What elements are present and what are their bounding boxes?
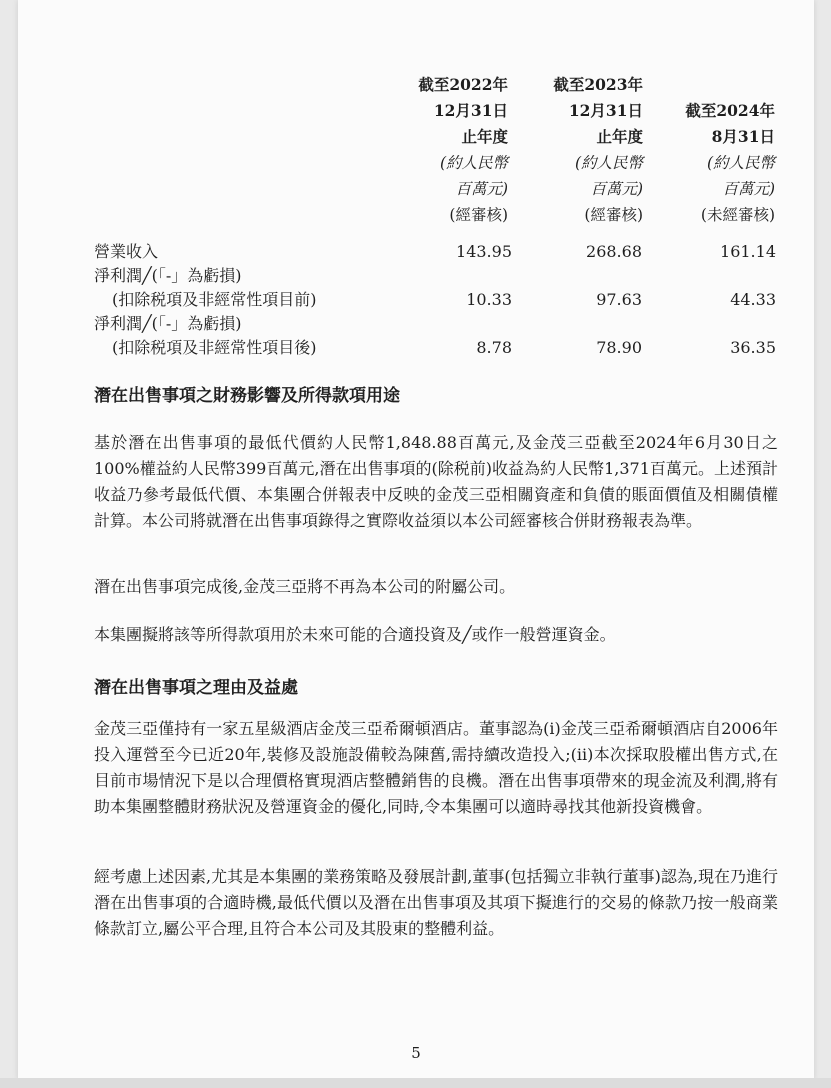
document-page [18, 0, 814, 1080]
cell-value: 78.90 [596, 338, 642, 357]
column-header-2022 [388, 72, 508, 228]
paragraph: 基於潛在出售事項的最低代價約人民幣1,848.88百萬元,及金茂三亞截至2024年6月30日之100%權益約人民幣399百萬元,潛在出售事項的(除税前)收益為約人民幣1,371百萬元。上述預計收益乃參考最低代價、本集團合併報表中反映的金茂三亞相關資產和負債的賬面價值及相關債權計算。本公司將就潛在出售事項錄得之實際收益須以本公司經審核合併財務報表為準。 [94, 433, 778, 530]
col-header-line: (約人民幣 [439, 154, 508, 172]
col-header-line: 止年度 [461, 127, 508, 146]
section-heading-financial-impact: 潛在出售事項之財務影響及所得款項用途 [94, 386, 400, 406]
col-header-line: 截至2022年 [418, 75, 508, 94]
col-header-line: 12月31日 [568, 101, 643, 120]
table-row [94, 264, 776, 288]
table-row [94, 336, 776, 360]
row-label: 淨利潤╱(「-」為虧損) [94, 266, 242, 285]
paragraph: 潛在出售事項完成後,金茂三亞將不再為本公司的附屬公司。 [94, 577, 516, 596]
col-header-line: 百萬元) [722, 180, 775, 198]
page-number: 5 [411, 1044, 421, 1062]
cell-value: 268.68 [586, 242, 642, 261]
cell-value: 8.78 [476, 338, 512, 357]
table-row [94, 240, 776, 264]
col-header-line: (經審核) [584, 206, 643, 224]
row-label: 營業收入 [94, 242, 159, 261]
col-header-line: (約人民幣 [706, 154, 775, 172]
row-sublabel: (扣除税項及非經常性項目後) [112, 338, 317, 357]
cell-value: 10.33 [466, 290, 512, 309]
table-row [94, 312, 776, 336]
col-header-line: 12月31日 [433, 101, 508, 120]
col-header-line: (經審核) [449, 206, 508, 224]
column-header-2023 [523, 72, 643, 228]
col-header-line: 百萬元) [455, 180, 508, 198]
cell-value: 36.35 [730, 338, 776, 357]
col-header-line: (未經審核) [700, 206, 775, 224]
cell-value: 97.63 [596, 290, 642, 309]
financial-table [94, 240, 776, 360]
col-header-line: (約人民幣 [574, 154, 643, 172]
table-row [94, 288, 776, 312]
cell-value: 143.95 [456, 242, 512, 261]
section-heading-reasons-benefits: 潛在出售事項之理由及益處 [94, 678, 298, 698]
row-label: 淨利潤╱(「-」為虧損) [94, 314, 242, 333]
paragraph: 經考慮上述因素,尤其是本集團的業務策略及發展計劃,董事(包括獨立非執行董事)認為,現在乃進行潛在出售事項的合適時機,最低代價以及潛在出售事項及其項下擬進行的交易的條款乃按一般商業條款訂立,屬公平合理,且符合本公司及其股東的整體利益。 [94, 867, 778, 938]
paragraph: 金茂三亞僅持有一家五星級酒店金茂三亞希爾頓酒店。董事認為(i)金茂三亞希爾頓酒店自2006年投入運營至今已近20年,裝修及設施設備較為陳舊,需持續改造投入;(ii)本次採取股權出售方式,在目前市場情況下是以合理價格實現酒店整體銷售的良機。潛在出售事項帶來的現金流及利潤,將有助本集團整體財務狀況及營運資金的優化,同時,令本集團可以適時尋找其他新投資機會。 [94, 719, 778, 816]
cell-value: 44.33 [730, 290, 776, 309]
col-header-line: 8月31日 [711, 127, 775, 146]
col-header-line: 止年度 [596, 127, 643, 146]
cell-value: 161.14 [720, 242, 776, 261]
page-shadow-edge [0, 1078, 831, 1088]
paragraph: 本集團擬將該等所得款項用於未來可能的合適投資及╱或作一般營運資金。 [94, 625, 616, 644]
column-header-2024 [658, 98, 775, 228]
col-header-line: 截至2024年 [685, 101, 775, 120]
col-header-line: 截至2023年 [553, 75, 643, 94]
col-header-line: 百萬元) [590, 180, 643, 198]
row-sublabel: (扣除税項及非經常性項目前) [112, 290, 317, 309]
